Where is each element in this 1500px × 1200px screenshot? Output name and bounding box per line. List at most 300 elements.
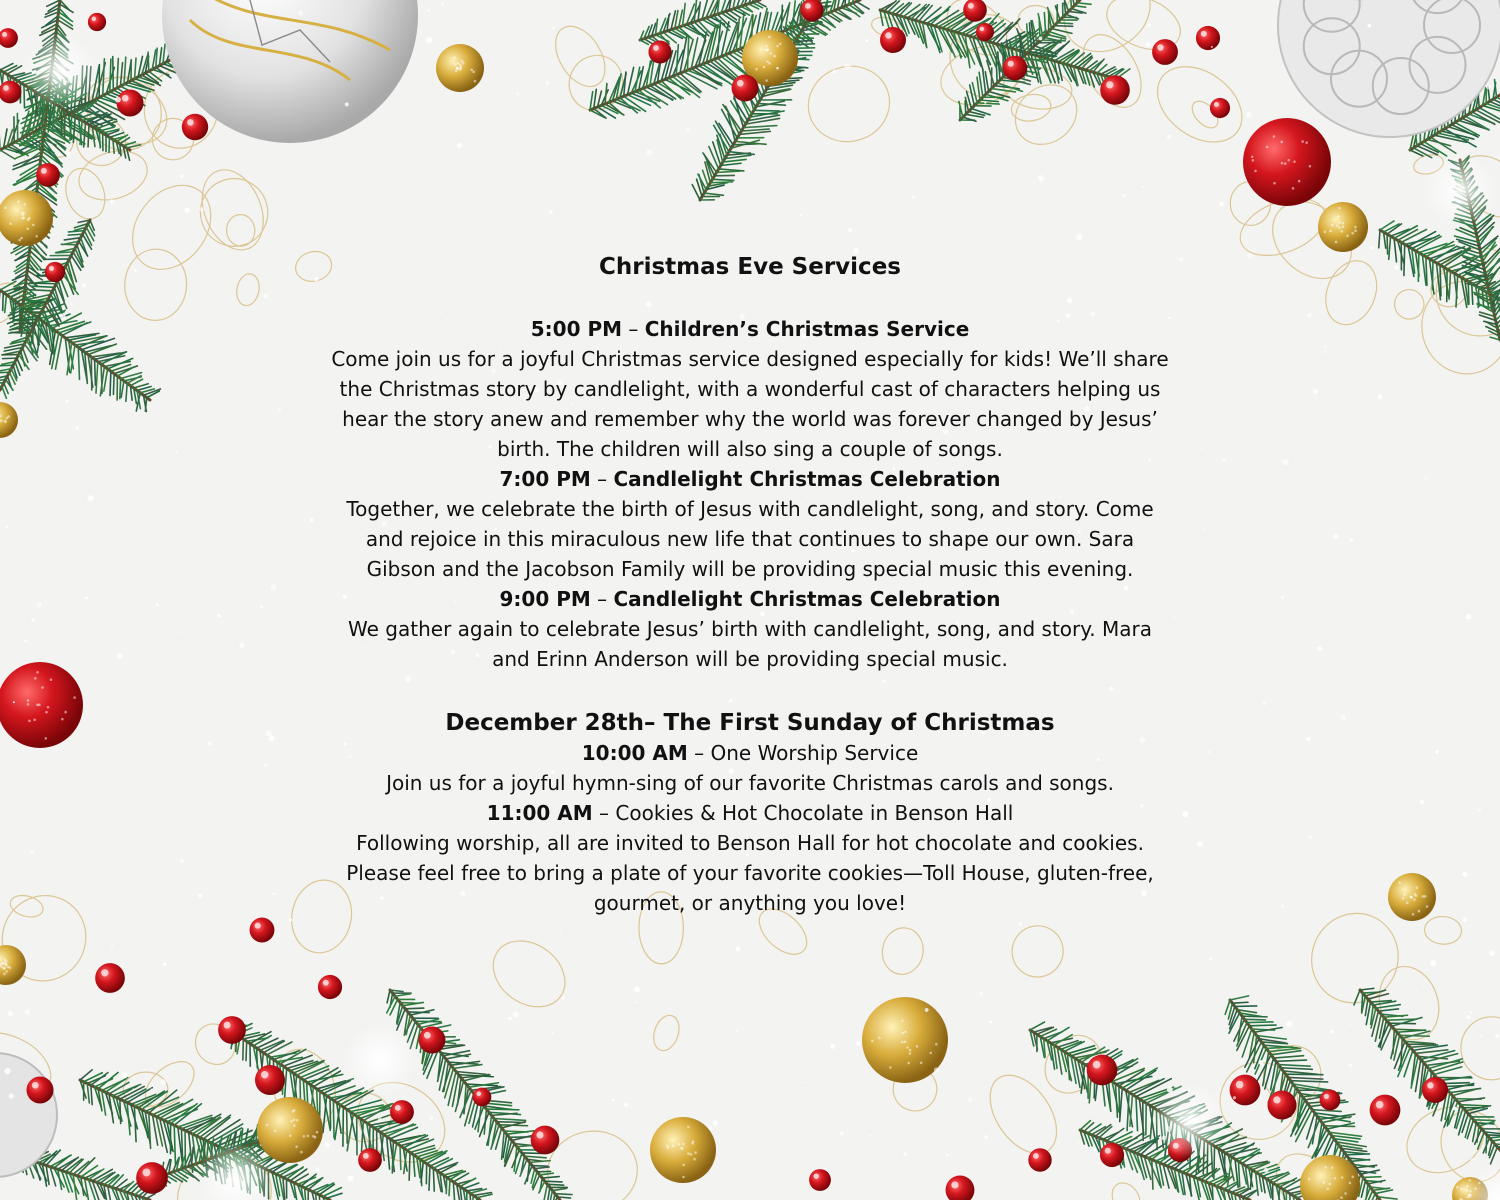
- snow-speck: [199, 207, 204, 212]
- snow-speck: [1283, 459, 1289, 465]
- snow-speck: [635, 1001, 637, 1003]
- snow-speck: [87, 495, 93, 501]
- snow-speck: [1435, 750, 1438, 753]
- pine-needle: [1249, 1025, 1276, 1026]
- pine-needle: [1054, 26, 1072, 27]
- snow-speck: [1259, 1060, 1264, 1065]
- snow-speck: [271, 584, 277, 590]
- sunday-heading: December 28th– The First Sunday of Christmas: [445, 710, 1055, 736]
- snow-speck: [1038, 175, 1044, 181]
- snow-speck: [160, 1079, 166, 1085]
- snow-speck: [1247, 253, 1252, 258]
- glitter: [1266, 146, 1269, 149]
- snow-speck: [30, 851, 34, 855]
- pine-needle: [433, 1168, 434, 1191]
- glitter: [293, 1118, 296, 1121]
- snow-speck: [24, 639, 27, 642]
- pine-needle: [486, 1109, 518, 1110]
- berry-highlight: [1273, 1096, 1280, 1103]
- pine-needle: [1057, 23, 1072, 24]
- glitter: [4, 421, 7, 424]
- pine-needle: [56, 252, 73, 253]
- glitter: [9, 222, 12, 225]
- red-berry: [419, 1027, 446, 1054]
- glitter: [681, 1147, 684, 1150]
- snow-speck: [612, 1099, 615, 1102]
- snow-speck: [156, 604, 159, 607]
- snow-speck: [646, 150, 652, 156]
- snow-speck: [549, 210, 553, 214]
- snow-speck: [1282, 905, 1284, 907]
- glitter: [907, 1062, 910, 1065]
- snow-speck: [208, 741, 213, 746]
- glitter: [1342, 222, 1345, 225]
- red-berry: [1320, 1090, 1341, 1111]
- pine-needle: [1363, 1177, 1381, 1178]
- red-berry: [880, 27, 906, 53]
- service-7pm-description: Together, we celebrate the birth of Jesus with candlelight, song, and story. Come and rejoice in this miraculous new life that continues to shape our own. Sara Gibson and the Jacobson Family will be providing special music this evening.: [346, 497, 1154, 581]
- snow-speck: [925, 1008, 929, 1012]
- pine-needle: [1387, 234, 1388, 254]
- pine-needle: [965, 101, 966, 114]
- berry-highlight: [395, 1105, 401, 1111]
- glitter: [35, 235, 38, 238]
- glitter: [766, 60, 769, 63]
- berry-highlight: [951, 1181, 958, 1188]
- snow-speck: [264, 764, 267, 767]
- snow-speck: [1415, 989, 1417, 991]
- service-9pm-title: Candlelight Christmas Celebration: [613, 587, 1001, 611]
- glitter: [20, 237, 23, 240]
- pine-needle: [409, 1152, 410, 1180]
- berry-highlight: [261, 1071, 269, 1079]
- red-berry: [531, 1126, 560, 1155]
- red-berry: [136, 1162, 168, 1194]
- glitter: [776, 45, 779, 48]
- red-berry: [1210, 98, 1230, 118]
- sunday-10am-description: Join us for a joyful hymn-sing of our favorite Christmas carols and songs.: [386, 771, 1114, 795]
- pine-needle: [95, 359, 96, 385]
- snow-speck: [562, 997, 565, 1000]
- gold-bauble: [257, 1097, 323, 1163]
- snow-speck: [278, 408, 281, 411]
- berry-highlight: [1105, 1148, 1111, 1154]
- berry-highlight: [1214, 102, 1219, 107]
- snow-speck: [1349, 1063, 1353, 1067]
- glitter: [470, 69, 473, 72]
- glitter: [871, 1040, 874, 1043]
- glitter: [61, 718, 64, 721]
- glitter: [1354, 226, 1357, 229]
- red-berry: [1152, 39, 1178, 65]
- snow-speck: [903, 1152, 907, 1156]
- pine-needle: [449, 1180, 450, 1196]
- snow-speck: [1201, 447, 1203, 449]
- glitter: [906, 1046, 909, 1049]
- glitter: [1344, 1192, 1347, 1195]
- glitter: [6, 417, 9, 420]
- berry-highlight: [49, 266, 54, 271]
- snow-speck: [1204, 528, 1206, 530]
- pine-needle: [545, 1181, 562, 1182]
- pine-needle: [1290, 1194, 1291, 1200]
- snow-speck: [1486, 85, 1491, 90]
- pine-needle: [555, 1194, 572, 1195]
- red-berry: [1100, 1143, 1124, 1167]
- glitter: [770, 52, 773, 55]
- snow-speck: [217, 614, 220, 617]
- snow-speck: [1211, 46, 1213, 48]
- glitter: [682, 1143, 685, 1146]
- glitter: [455, 69, 458, 72]
- red-berry: [45, 262, 65, 282]
- snow-speck: [1207, 751, 1210, 754]
- snow-speck: [1462, 872, 1467, 877]
- sunday-10am-time: 10:00 AM: [581, 741, 688, 765]
- glitter: [1273, 182, 1276, 185]
- snow-speck: [1381, 907, 1383, 909]
- snow-speck: [115, 97, 121, 103]
- gold-bauble: [650, 1117, 716, 1183]
- snow-speck: [799, 214, 801, 216]
- snow-speck: [24, 1009, 30, 1015]
- snow-speck: [122, 1072, 128, 1078]
- pine-needle: [1346, 1154, 1369, 1155]
- snow-speck: [315, 1167, 319, 1171]
- glitter: [1336, 224, 1339, 227]
- glitter: [1456, 1186, 1459, 1189]
- snow-speck: [1122, 194, 1125, 197]
- glitter: [1403, 893, 1406, 896]
- snow-speck: [1307, 313, 1312, 318]
- glitter: [1251, 155, 1254, 158]
- glitter: [1349, 1182, 1352, 1185]
- snow-speck: [848, 228, 852, 232]
- glitter: [289, 1134, 292, 1137]
- glitter: [295, 1145, 298, 1148]
- red-berry: [1003, 56, 1028, 81]
- pine-needle: [1235, 1006, 1257, 1007]
- snow-speck: [968, 1097, 973, 1102]
- glitter: [763, 66, 766, 69]
- snow-speck: [134, 269, 136, 271]
- snow-speck: [1470, 1011, 1472, 1013]
- snow-speck: [260, 606, 263, 609]
- pine-needle: [996, 57, 997, 83]
- glitter: [1338, 227, 1341, 230]
- snow-speck: [239, 643, 244, 648]
- pine-needle: [1432, 261, 1433, 290]
- snow-speck: [1317, 646, 1322, 651]
- snow-speck: [71, 303, 74, 306]
- red-berry: [182, 114, 208, 140]
- red-berry: [1267, 1090, 1296, 1119]
- snow-speck: [184, 208, 189, 213]
- glitter: [4, 959, 7, 962]
- red-berry: [1196, 26, 1220, 50]
- snow-speck: [1078, 1142, 1080, 1144]
- snow-speck: [1094, 1148, 1097, 1151]
- service-9pm-time: 9:00 PM: [499, 587, 591, 611]
- sunday-11am-time: 11:00 AM: [486, 801, 593, 825]
- snow-speck: [60, 313, 66, 319]
- berry-highlight: [980, 27, 985, 32]
- red-glitter-bauble: [1243, 118, 1331, 206]
- glitter: [45, 711, 48, 714]
- berry-highlight: [92, 17, 97, 22]
- glitter: [1309, 165, 1312, 168]
- snow-speck: [289, 918, 292, 921]
- glitter: [682, 1176, 685, 1179]
- service-9pm-description: We gather again to celebrate Jesus’ birth with candlelight, song, and story. Mara and Erinn Anderson will be providing special music.: [348, 617, 1152, 671]
- light-glow: [1152, 1082, 1228, 1158]
- glitter: [64, 711, 67, 714]
- glitter: [1398, 881, 1401, 884]
- snow-speck: [1479, 1035, 1481, 1037]
- snow-speck: [763, 123, 765, 125]
- snow-speck: [1324, 345, 1327, 348]
- glitter: [693, 1158, 696, 1161]
- glitter: [1293, 160, 1296, 163]
- glitter: [920, 1062, 923, 1065]
- snow-speck: [8, 1011, 13, 1016]
- snow-speck: [132, 1088, 134, 1090]
- snow-speck: [560, 930, 562, 932]
- glitter: [1331, 1166, 1334, 1169]
- berry-highlight: [1236, 1081, 1244, 1089]
- snow-speck: [1333, 534, 1338, 539]
- snow-speck: [1463, 918, 1467, 922]
- pine-needle: [1279, 1187, 1280, 1200]
- snow-speck: [117, 653, 123, 659]
- glitter: [266, 1124, 269, 1127]
- snow-speck: [1310, 1146, 1313, 1149]
- pine-needle: [1440, 265, 1441, 296]
- snow-speck: [8, 1093, 13, 1098]
- glitter: [1335, 241, 1338, 244]
- pine-needle: [405, 1008, 424, 1009]
- red-berry: [36, 163, 60, 187]
- red-berry: [255, 1065, 285, 1095]
- pine-needle: [61, 244, 77, 245]
- glitter: [909, 1049, 912, 1052]
- pine-needle: [799, 34, 819, 35]
- berry-highlight: [813, 1173, 818, 1178]
- glitter: [765, 79, 768, 82]
- snow-speck: [844, 63, 850, 69]
- glitter: [3, 967, 6, 970]
- glitter: [24, 203, 27, 206]
- snow-speck: [1209, 958, 1212, 961]
- glitter: [1328, 1183, 1331, 1186]
- pine-needle: [781, 5, 782, 32]
- red-berry: [88, 13, 106, 31]
- glitter: [1338, 207, 1341, 210]
- light-glow: [342, 1022, 418, 1098]
- glitter: [28, 217, 31, 220]
- red-berry: [732, 75, 759, 102]
- red-berry: [358, 1148, 382, 1172]
- snow-speck: [1145, 42, 1151, 48]
- pine-needle: [1212, 1184, 1213, 1200]
- berry-highlight: [1427, 1082, 1434, 1089]
- glitter: [1338, 221, 1341, 224]
- glitter: [47, 706, 50, 709]
- berry-highlight: [41, 168, 47, 174]
- glitter: [316, 1131, 319, 1134]
- berry-highlight: [1376, 1101, 1384, 1109]
- snow-speck: [1167, 135, 1171, 139]
- pine-needle: [400, 1146, 401, 1170]
- snow-speck: [13, 701, 15, 703]
- snow-speck: [801, 1082, 803, 1084]
- glitter: [303, 1135, 306, 1138]
- snow-speck: [298, 11, 303, 16]
- service-5pm-description: Come join us for a joyful Christmas service designed especially for kids! We’ll share the Christmas story by candlelight, with a wonderful cast of characters helping us hear the story anew and remember why the world was forever changed by Jesus’ birth. The children will also sing a couple of songs.: [331, 347, 1169, 461]
- snow-speck: [869, 1135, 871, 1137]
- snow-speck: [1223, 459, 1226, 462]
- glitter: [678, 1143, 681, 1146]
- glitter: [1281, 162, 1284, 165]
- glitter: [2, 962, 5, 965]
- glitter: [33, 718, 36, 721]
- glitter: [1416, 886, 1419, 889]
- glitter: [290, 1120, 293, 1123]
- red-berry: [1087, 1055, 1118, 1086]
- snow-speck: [347, 1175, 353, 1181]
- glitter: [7, 966, 10, 969]
- snow-speck: [1039, 37, 1043, 41]
- red-glitter-bauble: [0, 662, 83, 748]
- glitter: [1337, 215, 1340, 218]
- berry-highlight: [1033, 1153, 1039, 1159]
- snow-speck: [345, 102, 349, 106]
- snow-speck: [1182, 811, 1188, 817]
- snow-speck: [509, 1017, 512, 1020]
- snow-speck: [314, 277, 318, 281]
- pine-needle: [1472, 284, 1473, 305]
- glitter: [909, 1052, 912, 1055]
- pine-needle: [3, 292, 4, 310]
- snow-speck: [1076, 234, 1082, 240]
- glitter: [1346, 235, 1349, 238]
- snow-speck: [1233, 1096, 1236, 1099]
- berry-highlight: [363, 1153, 369, 1159]
- berry-highlight: [536, 1131, 543, 1138]
- snow-speck: [1221, 1172, 1223, 1174]
- snow-speck: [708, 1127, 711, 1130]
- snow-speck: [1148, 24, 1151, 27]
- glitter: [1287, 159, 1290, 162]
- light-glow: [1422, 152, 1498, 228]
- glitter: [4, 206, 7, 209]
- glitter: [672, 1144, 675, 1147]
- pine-needle: [710, 182, 732, 183]
- snow-speck: [634, 986, 640, 992]
- snow-speck: [1019, 923, 1022, 926]
- pine-needle: [1245, 1019, 1266, 1020]
- pine-needle: [99, 131, 100, 148]
- glitter: [472, 71, 475, 74]
- berry-highlight: [805, 3, 811, 9]
- snow-speck: [856, 1041, 860, 1045]
- snow-speck: [912, 196, 915, 199]
- snow-speck: [366, 1087, 368, 1089]
- sunday-11am-description: Following worship, all are invited to Benson Hall for hot chocolate and cookies. Please feel free to bring a plate of your favorite cookies—Toll House, gluten-free, gourmet, or anything you love!: [346, 831, 1154, 915]
- glitter: [17, 200, 20, 203]
- pine-needle: [754, 110, 780, 111]
- snow-speck: [4, 1068, 10, 1074]
- snow-speck: [378, 1117, 382, 1121]
- snow-speck: [198, 894, 202, 898]
- glitter: [779, 42, 782, 45]
- glitter: [460, 66, 463, 69]
- berry-highlight: [1324, 1094, 1329, 1099]
- pine-needle: [330, 1098, 331, 1128]
- glitter: [307, 1135, 310, 1138]
- glitter: [1341, 1176, 1344, 1179]
- berry-highlight: [885, 32, 892, 39]
- snow-speck: [1478, 809, 1481, 812]
- berry-highlight: [101, 969, 108, 976]
- glitter: [1412, 913, 1415, 916]
- service-5pm-title: Children’s Christmas Service: [644, 317, 970, 341]
- snow-speck: [1453, 1106, 1457, 1110]
- snow-speck: [180, 859, 184, 863]
- glitter: [0, 420, 3, 423]
- snow-speck: [176, 451, 178, 453]
- snow-speck: [269, 735, 275, 741]
- glitter: [687, 1152, 690, 1155]
- glitter: [1327, 1188, 1330, 1191]
- pine-needle: [88, 125, 89, 147]
- glitter: [768, 36, 771, 39]
- glitter: [1324, 1166, 1327, 1169]
- snow-speck: [426, 37, 432, 43]
- red-berry: [218, 1016, 246, 1044]
- berry-highlight: [1157, 44, 1163, 50]
- snow-speck: [1324, 351, 1326, 353]
- pine-needle: [532, 1166, 548, 1167]
- red-berry: [250, 918, 275, 943]
- snow-speck: [833, 69, 837, 73]
- glitter: [773, 55, 776, 58]
- snow-speck: [109, 199, 114, 204]
- glitter: [18, 239, 21, 242]
- snow-speck: [1264, 1168, 1269, 1173]
- red-berry: [809, 1169, 831, 1191]
- red-berry: [1422, 1077, 1448, 1103]
- pine-needle: [24, 85, 25, 107]
- glitter: [1414, 893, 1417, 896]
- glitter: [916, 1045, 919, 1048]
- berry-highlight: [1008, 61, 1014, 67]
- red-berry: [1100, 75, 1130, 105]
- snow-speck: [65, 511, 67, 513]
- service-5pm-time: 5:00 PM: [530, 317, 623, 341]
- pine-needle: [11, 332, 30, 333]
- sunday-10am-header: 10:00 AM – One Worship Service: [581, 741, 919, 765]
- pine-needle: [333, 1100, 334, 1138]
- snow-speck: [178, 631, 180, 633]
- glitter: [28, 720, 31, 723]
- glitter: [44, 737, 47, 740]
- glitter: [1252, 159, 1255, 162]
- snow-speck: [1420, 800, 1424, 804]
- pine-needle: [1487, 1135, 1500, 1136]
- pine-needle: [21, 309, 44, 310]
- pine-needle: [1426, 257, 1427, 286]
